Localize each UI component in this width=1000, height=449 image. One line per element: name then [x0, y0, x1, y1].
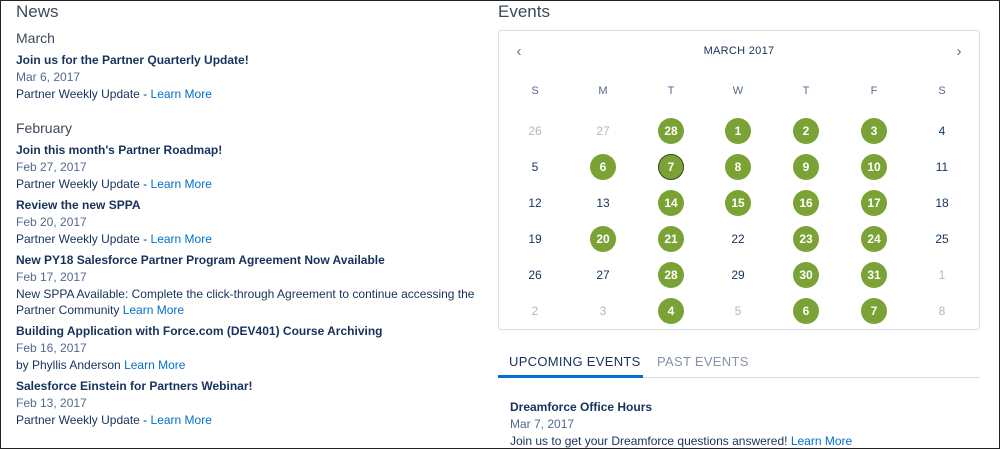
news-item-desc: New SPPA Available: Complete the click-through Agreement to continue accessing the Partner Community Learn More [16, 287, 475, 317]
news-item-title: Building Application with Force.com (DEV401) Course Archiving [16, 324, 383, 338]
calendar-day-with-event[interactable]: 1 [725, 118, 751, 144]
news-item [16, 379, 486, 428]
calendar-day[interactable]: 12 [528, 196, 542, 210]
calendar-day[interactable]: 26 [528, 124, 542, 138]
events-title: Events [498, 2, 550, 21]
news-title: News [16, 2, 59, 21]
upcoming-events-list [510, 393, 980, 449]
news-item [16, 198, 486, 247]
tab-past-events[interactable]: PAST EVENTS [657, 354, 749, 369]
weekday-label: F [870, 85, 878, 97]
calendar-day[interactable]: 13 [596, 196, 610, 210]
news-item [16, 53, 486, 102]
news-month-march: March [16, 30, 55, 46]
news-item-desc: Partner Weekly Update - Learn More [16, 177, 212, 191]
news-item-date: Feb 16, 2017 [16, 341, 87, 355]
calendar-day[interactable]: 29 [731, 268, 745, 282]
news-section [16, 1, 486, 434]
calendar-day[interactable]: 3 [599, 304, 607, 318]
calendar-day-with-event[interactable]: 23 [793, 226, 819, 252]
weekday-label: S [938, 85, 946, 97]
calendar-day-with-event[interactable]: 2 [793, 118, 819, 144]
calendar-day-with-event[interactable]: 8 [725, 154, 751, 180]
calendar-day[interactable]: 27 [596, 268, 610, 282]
calendar-day[interactable]: 4 [938, 124, 946, 138]
news-item-title: Salesforce Einstein for Partners Webinar! [16, 379, 253, 393]
weekday-label: T [667, 85, 675, 97]
news-item-desc: by Phyllis Anderson Learn More [16, 358, 186, 372]
calendar-day[interactable]: 11 [935, 160, 949, 174]
calendar-day[interactable]: 18 [935, 196, 949, 210]
weekday-label: T [802, 85, 810, 97]
calendar-day-with-event[interactable]: 6 [793, 298, 819, 324]
news-item-desc: Partner Weekly Update - Learn More [16, 413, 212, 427]
event-item [510, 400, 980, 449]
calendar-day-with-event[interactable]: 14 [658, 190, 684, 216]
events-tabs [498, 350, 980, 378]
learn-more-link[interactable]: Learn More [790, 434, 853, 448]
calendar-day-with-event[interactable]: 6 [590, 154, 616, 180]
event-item-desc: Join us to get your Dreamforce questions answered! Learn More [510, 434, 853, 448]
calendar-day-with-event[interactable]: 31 [861, 262, 887, 288]
learn-more-link[interactable]: Learn More [150, 177, 212, 191]
learn-more-link[interactable]: Learn More [150, 413, 212, 427]
news-item [16, 143, 486, 192]
news-item-date: Mar 6, 2017 [16, 70, 81, 84]
calendar-day-with-event[interactable]: 4 [658, 298, 684, 324]
calendar-day-with-event[interactable]: 7 [861, 298, 887, 324]
news-item-title: New PY18 Salesforce Partner Program Agreement Now Available [16, 253, 385, 267]
news-item-date: Feb 17, 2017 [16, 270, 87, 284]
calendar-day[interactable]: 5 [531, 160, 539, 174]
calendar-day-with-event[interactable]: 20 [590, 226, 616, 252]
calendar-day-with-event[interactable]: 30 [793, 262, 819, 288]
calendar-day-with-event[interactable]: 21 [658, 226, 684, 252]
learn-more-link[interactable]: Learn More [150, 232, 212, 246]
news-item-date: Feb 20, 2017 [16, 215, 87, 229]
calendar-day-with-event[interactable]: 28 [658, 118, 684, 144]
news-month-february: February [16, 120, 73, 136]
calendar-day[interactable]: 19 [528, 232, 542, 246]
calendar-day-with-event[interactable]: 9 [793, 154, 819, 180]
calendar-day[interactable]: 27 [596, 124, 610, 138]
calendar-day-with-event[interactable]: 3 [861, 118, 887, 144]
calendar-day[interactable]: 22 [731, 232, 745, 246]
events-calendar [498, 30, 980, 330]
calendar-day[interactable]: 5 [734, 304, 742, 318]
news-item-desc: Partner Weekly Update - Learn More [16, 87, 212, 101]
calendar-day-with-event[interactable]: 10 [861, 154, 887, 180]
weekday-label: M [598, 85, 608, 97]
chevron-right-icon: › [956, 43, 962, 60]
calendar-day-with-event[interactable]: 28 [658, 262, 684, 288]
calendar-day[interactable]: 26 [528, 268, 542, 282]
news-item-date: Feb 13, 2017 [16, 396, 87, 410]
news-item-title: Review the new SPPA [16, 198, 141, 212]
news-item-date: Feb 27, 2017 [16, 160, 87, 174]
event-item-date: Mar 7, 2017 [510, 417, 575, 431]
news-item-title: Join this month's Partner Roadmap! [16, 143, 223, 157]
calendar-month-label: MARCH 2017 [703, 45, 775, 57]
chevron-left-icon: ‹ [516, 43, 522, 60]
event-item-title: Dreamforce Office Hours [510, 400, 653, 414]
calendar-day[interactable]: 25 [935, 232, 949, 246]
learn-more-link[interactable]: Learn More [122, 303, 185, 317]
calendar-day-with-event[interactable]: 16 [793, 190, 819, 216]
news-item [16, 324, 486, 373]
weekday-label: W [732, 85, 744, 97]
calendar-day-with-event[interactable]: 15 [725, 190, 751, 216]
learn-more-link[interactable]: Learn More [124, 358, 186, 372]
news-item-desc: Partner Weekly Update - Learn More [16, 232, 212, 246]
learn-more-link[interactable]: Learn More [150, 87, 212, 101]
calendar-day-with-event[interactable]: 7 [658, 154, 684, 180]
calendar-grid [499, 31, 979, 329]
calendar-day[interactable]: 1 [938, 268, 946, 282]
calendar-day[interactable]: 8 [938, 304, 946, 318]
news-item [16, 253, 486, 318]
tab-upcoming-events[interactable]: UPCOMING EVENTS [498, 350, 643, 378]
news-item-title: Join us for the Partner Quarterly Update! [16, 53, 249, 67]
calendar-day-with-event[interactable]: 24 [861, 226, 887, 252]
calendar-day-with-event[interactable]: 17 [861, 190, 887, 216]
calendar-day[interactable]: 2 [531, 304, 539, 318]
events-section [498, 1, 980, 22]
weekday-label: S [531, 85, 539, 97]
